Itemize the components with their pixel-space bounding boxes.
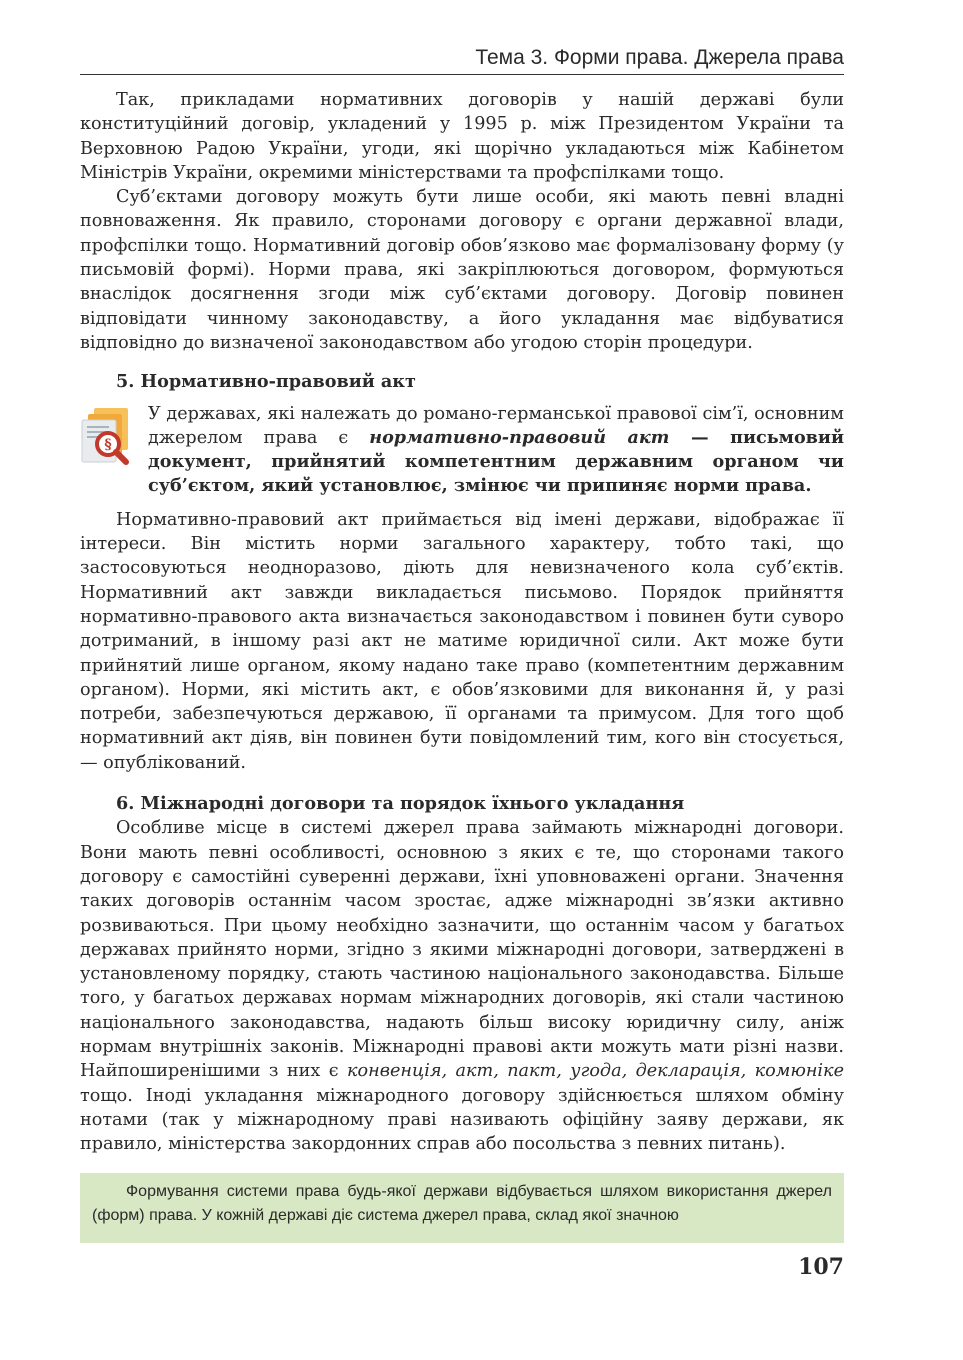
section-heading-6: 6. Міжнародні договори та порядок їхнього укладання — [116, 793, 685, 815]
header-title: Тема 3. Форми права. Джерела права — [475, 46, 844, 69]
definition-text — [148, 402, 844, 499]
paragraph-international-part-a: Особливе місце в системі джерел права займають міжнародні договори. Вони мають певні особливості, основною з яких є те, що сторонами такого договору є самостійні суверенні держави, їхні уповноважені органи. Значення таких договорів останнім часом зростає, адже міжнародні зв’язки активно розвиваються. При цьому необхідно зазначити, що останнім часом у багатьох державах прийнято норми, згідно з якими міжнародні договори, затверджені в установленому порядку, стають частиною національного законодавства. Більше того, у багатьох державах нормам міжнародних договорів, які стали частиною національного законодавства, надають більш високу юридичну силу, аніж нормам внутрішніх законів. Міжнародні правові акти можуть мати різні назви. Найпоширенішими з них є — [80, 818, 844, 1082]
definition-intro: У державах, які належать до романо-германської правової сім’ї, основним джерелом права є — [148, 403, 844, 448]
page-number: 107 — [798, 1254, 844, 1280]
summary-text: Формування системи права будь-якої держави відбувається шляхом використання джерел (форм) права. У кожній державі діє система джерел права, склад якої значною — [92, 1183, 832, 1224]
running-header — [80, 44, 844, 75]
law-document-magnifier-icon — [80, 406, 136, 468]
paragraph-normative-agreements-examples: Так, прикладами нормативних договорів у нашій державі були конституційний договір, укладений у 1995 р. між Президентом України та Верховною Радою України, угоди, які щорічно укладаються між Кабінетом Міністрів України, окремими міністерствами та профспілками тощо. — [80, 90, 844, 183]
svg-text:§: § — [104, 436, 112, 453]
section-heading-5: 5. Нормативно-правовий акт — [116, 371, 416, 393]
page-content — [80, 88, 844, 1156]
definition-dash: — — [669, 426, 731, 448]
definition-term: нормативно-правовий акт — [369, 426, 670, 448]
paragraph-normative-act: Нормативно-правовий акт приймається від імені держави, відображає її інтереси. Він містить норми загального характеру, тобто такі, що застосовуються неодноразово, діють для невизначеного кола суб’єктів. Нормативний акт завжди викладається письмово. Порядок прийняття нормативно-правового акта визначається законодавством і повинен бути суворо дотриманий, в іншому разі акт не матиме юридичної сили. Акт може бути прийнятий лише органом, якому надано таке право (компетентним державним органом). Норми, які містить акт, є обов’язковими для виконання й, у разі потреби, забезпечуються державою, її органами та примусом. Для того щоб нормативний акт діяв, він повинен бути повідомлений тим, кого він стосується, — опублікований. — [80, 509, 844, 773]
paragraph-international-treaties — [80, 816, 844, 1156]
treaty-terms: конвенція, акт, пакт, угода, декларація, комюніке — [347, 1061, 844, 1082]
definition-body: письмовий документ, прийнятий компетентним державним органом чи суб’єктом, який установлює, змінює чи припиняє норми права. — [148, 426, 844, 497]
summary-box — [80, 1173, 844, 1243]
paragraph-agreement-subjects: Суб’єктами договору можуть бути лише особи, які мають певні владні повноваження. Як правило, сторонами договору є органи державної влади, профспілки тощо. Нормативний договір обов’язково має формалізовану форму (у письмовій формі). Норми права, які закріплюються договором, формуються внаслідок досягнення згоди між суб’єктами договору. Договір повинен відповідати чинному законодавству, а його укладання має відбуватися відповідно до визначеної законодавством або угодою сторін процедури. — [80, 187, 844, 353]
definition-block — [80, 402, 844, 499]
paragraph-international-part-b: тощо. Іноді укладання міжнародного договору здійснюється шляхом обміну нотами (так у міжнародному праві називають офіційну заяву держави, як правило, міністерства закордонних справ або посольства з певних питань). — [80, 1085, 844, 1155]
